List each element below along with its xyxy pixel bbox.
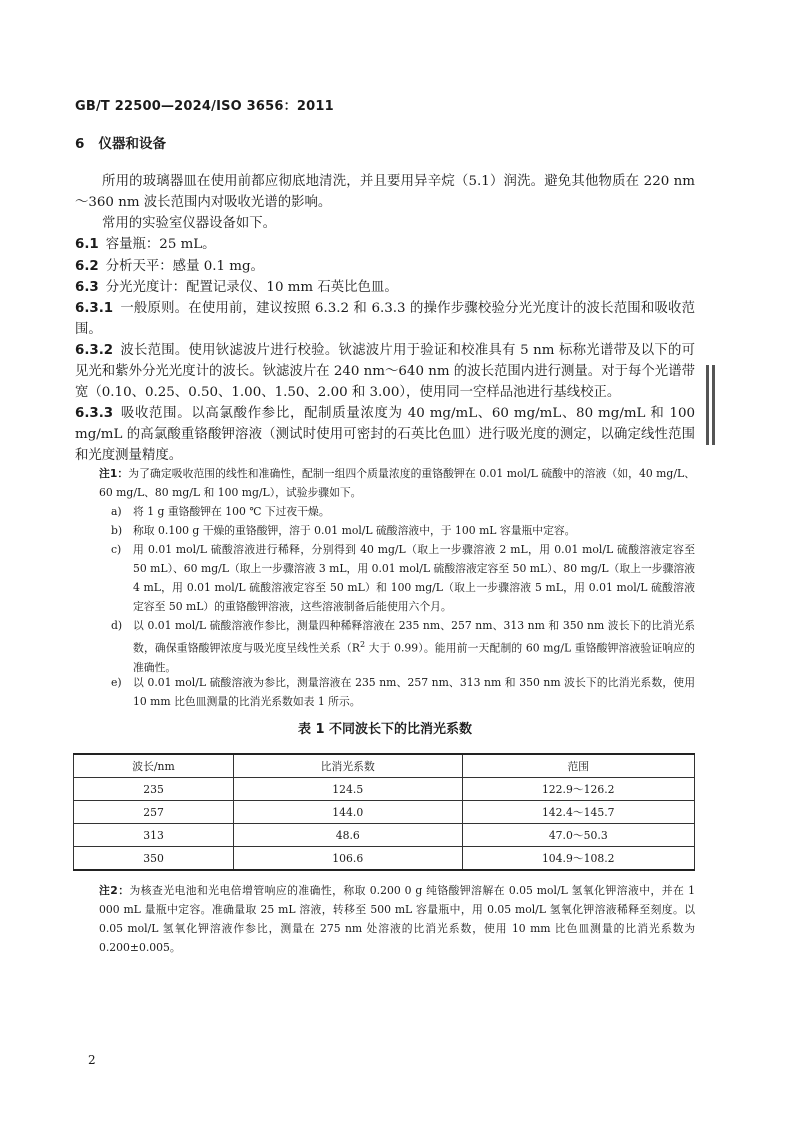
item-text-before: 以 0.01 mol/L 硫酸溶液作参比，测量四种稀释溶液在 235 nm、257 nm、313 nm 和 350 nm 波长下的比消光系数，确保重铬酸钾浓度与吸光度呈线性关系（R xyxy=(133,619,695,655)
clause-6-2 xyxy=(75,256,695,277)
item-marker: b) xyxy=(111,524,123,537)
header-range: 范围 xyxy=(462,754,694,778)
note-item-d xyxy=(111,616,695,677)
intro-paragraph-2: 常用的实验室仪器设备如下。 xyxy=(102,216,277,231)
standard-header: GB/T 22500—2024/ISO 3656：2011 xyxy=(75,99,334,114)
change-bar xyxy=(712,365,715,445)
section-number: 6 xyxy=(75,136,85,152)
note-label: 注1： xyxy=(99,467,129,480)
cell-wavelength: 350 xyxy=(74,847,234,871)
note-item-c xyxy=(111,540,695,616)
note-2 xyxy=(99,881,695,957)
item-text: 将 1 g 重铬酸钾在 100 ℃ 下过夜干燥。 xyxy=(133,505,330,518)
item-text: 用 0.01 mol/L 硫酸溶液进行稀释，分别得到 40 mg/L（取上一步骤溶液 2 mL，用 0.01 mol/L 硫酸溶液定容至 50 mL）、60 mg/L（取上一步骤溶液 3 mL，用 0.01 mol/L 硫酸溶液定容至 50 mL）、80 mg/L（取上一步骤溶液 4 mL，用 0.01 mol/L 硫酸溶液定容至 50 mL）和 100 mg/L（取上一步骤溶液 5 mL，用 0.01 mol/L 硫酸溶液定容至 50 mL）的重铬酸钾溶液，这些溶液制备后能使用六个月。 xyxy=(133,543,695,613)
header-coefficient: 比消光系数 xyxy=(234,754,463,778)
item-marker: d) xyxy=(111,619,123,632)
note-item-b xyxy=(111,521,695,540)
clause-text: 吸收范围。以高氯酸作参比，配制质量浓度为 40 mg/mL、60 mg/mL、80 mg/mL 和 100 mg/mL 的高氯酸重铬酸钾溶液（测试时使用可密封的石英比色皿）进行吸光度的测定，以确定线性范围和光度测量精度。 xyxy=(75,406,695,463)
table-row xyxy=(74,778,695,801)
cell-coefficient: 144.0 xyxy=(234,801,463,824)
clause-number: 6.3 xyxy=(75,280,99,295)
section-heading xyxy=(75,132,166,152)
clause-number: 6.3.1 xyxy=(75,301,114,316)
cell-wavelength: 235 xyxy=(74,778,234,801)
section-title: 仪器和设备 xyxy=(98,136,167,152)
cell-coefficient: 124.5 xyxy=(234,778,463,801)
header-wavelength: 波长/nm xyxy=(74,754,234,778)
item-text-after: 大于 0.99）。能用前一天配制的 60 mg/L 重铬酸钾溶液验证响应的准确性。 xyxy=(133,641,695,674)
clause-text: 一般原则。在使用前，建议按照 6.3.2 和 6.3.3 的操作步骤校验分光光度计的波长范围和吸收范围。 xyxy=(75,301,695,337)
note-text: 为核查光电池和光电倍增管响应的准确性，称取 0.200 0 g 纯铬酸钾溶解在 0.05 mol/L 氢氧化钾溶液中，并在 1 000 mL 量瓶中定容。准确量取 25 mL 溶液，转移至 500 mL 容量瓶中，用 0.05 mol/L 氢氧化钾溶液稀释至刻度。以 0.05 mol/L 氢氧化钾溶液作参比，测量在 275 nm 处溶液的比消光系数，使用 10 mm 比色皿测量的比消光系数为 0.200±0.005。 xyxy=(99,884,695,954)
clause-number: 6.3.2 xyxy=(75,343,114,358)
cell-wavelength: 313 xyxy=(74,824,234,847)
clause-text: 分光光度计：配置记录仪、10 mm 石英比色皿。 xyxy=(105,280,398,295)
table-row xyxy=(74,801,695,824)
table-row xyxy=(74,824,695,847)
table-row xyxy=(74,847,695,871)
extinction-table xyxy=(73,753,695,871)
cell-range: 104.9～108.2 xyxy=(462,847,694,871)
table-caption: 表 1 不同波长下的比消光系数 xyxy=(297,722,473,737)
clause-6-3-3 xyxy=(75,403,695,466)
note-label: 注2： xyxy=(99,884,130,897)
table-header-row xyxy=(74,754,695,778)
clause-text: 容量瓶：25 mL。 xyxy=(105,237,216,252)
cell-range: 47.0～50.3 xyxy=(462,824,694,847)
item-superscript: 2 xyxy=(359,640,366,649)
change-bar xyxy=(706,365,709,445)
item-text: 称取 0.100 g 干燥的重铬酸钾，溶于 0.01 mol/L 硫酸溶液中，于 100 mL 容量瓶中定容。 xyxy=(133,524,576,537)
clause-number: 6.1 xyxy=(75,237,99,252)
cell-coefficient: 48.6 xyxy=(234,824,463,847)
cell-wavelength: 257 xyxy=(74,801,234,824)
clause-text: 分析天平：感量 0.1 mg。 xyxy=(105,259,264,274)
clause-number: 6.2 xyxy=(75,259,99,274)
note-item-e xyxy=(111,673,695,711)
clause-text: 波长范围。使用钬滤波片进行校验。钬滤波片用于验证和校准具有 5 nm 标称光谱带及以下的可见光和紫外分光光度计的波长。钬滤波片在 240 nm～640 nm 的波长范围内进行测量。对于每个光谱带宽（0.10、0.25、0.50、1.00、1.50、2.00 和 3.00），使用同一空样品池进行基线校正。 xyxy=(75,343,695,400)
note-item-a xyxy=(111,502,695,521)
note-text: 为了确定吸收范围的线性和准确性，配制一组四个质量浓度的重铬酸钾在 0.01 mol/L 硫酸中的溶液（如，40 mg/L、60 mg/L、80 mg/L 和 100 mg/L），试验步骤如下。 xyxy=(99,467,695,499)
clause-6-3-1 xyxy=(75,298,695,340)
clause-number: 6.3.3 xyxy=(75,406,114,421)
clause-6-1 xyxy=(75,234,695,255)
item-marker: e) xyxy=(111,676,122,689)
clause-6-3-2 xyxy=(75,340,695,403)
item-marker: c) xyxy=(111,543,122,556)
cell-coefficient: 106.6 xyxy=(234,847,463,871)
item-marker: a) xyxy=(111,505,122,518)
note-1 xyxy=(99,464,695,502)
intro-paragraph-1: 所用的玻璃器皿在使用前都应彻底地清洗，并且要用异辛烷（5.1）润洗。避免其他物质在 220 nm～360 nm 波长范围内对吸收光谱的影响。 xyxy=(75,174,695,210)
cell-range: 142.4～145.7 xyxy=(462,801,694,824)
clause-6-3 xyxy=(75,277,695,298)
item-text: 以 0.01 mol/L 硫酸溶液为参比，测量溶液在 235 nm、257 nm、313 nm 和 350 nm 波长下的比消光系数，使用 10 mm 比色皿测量的比消光系数如表 1 所示。 xyxy=(133,676,695,708)
cell-range: 122.9～126.2 xyxy=(462,778,694,801)
page-number: 2 xyxy=(88,1053,96,1067)
